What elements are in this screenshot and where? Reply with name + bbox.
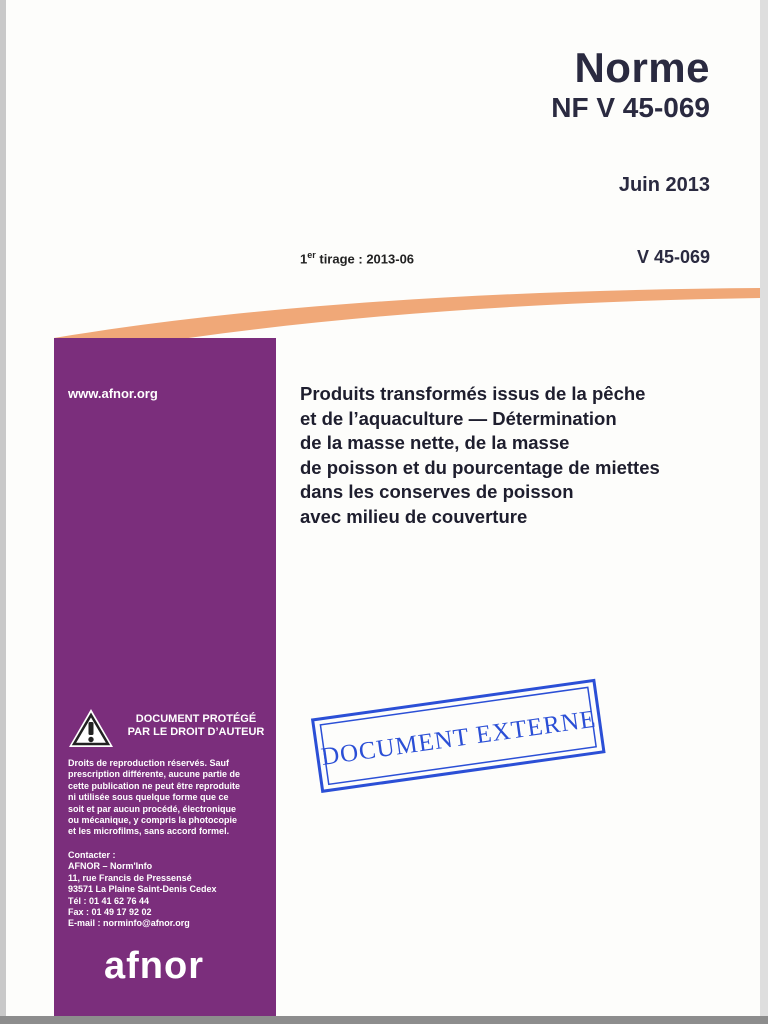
title-line: de poisson et du pourcentage de miettes [300,456,660,478]
document-title [300,382,730,529]
print-run-text: tirage : 2013-06 [315,251,415,267]
contact-line: 93571 La Plaine Saint-Denis Cedex [68,884,217,895]
sidebar-panel [54,338,276,1016]
rights-line: et les microfilms, sans accord formel. [68,826,230,837]
document-externe-stamp [302,664,612,804]
contact-line: Contacter : [68,850,116,860]
protection-line: DOCUMENT PROTÉGÉ [135,713,257,725]
document-page [6,0,760,1016]
print-run [300,250,414,266]
warning-bar [89,722,94,735]
title-line: Produits transformés issus de la pêche [300,383,646,404]
afnor-url: www.afnor.org [68,386,158,401]
contact-line: 11, rue Francis de Pressensé [68,872,192,883]
afnor-logo-text: afnor [104,945,204,987]
contact-line: Tél : 01 41 62 76 44 [68,895,150,906]
afnor-logo [102,944,222,988]
rights-line: cette publication ne peut être reproduite [68,780,241,791]
stamp-group [313,680,604,791]
rights-line: ou mécanique, y compris la photocopie [68,815,238,826]
norme-heading: Norme [574,44,710,91]
contact-line: E-mail : norminfo@afnor.org [68,918,190,929]
warning-icon [66,706,116,750]
title-line: dans les conserves de poisson [300,481,574,502]
rights-line: Droits de reproduction réservés. Sauf [68,758,230,768]
protection-line: PAR LE DROIT D’AUTEUR [127,726,265,738]
standard-number: NF V 45-069 [551,92,710,123]
contact-line: Fax : 01 49 17 92 02 [68,907,152,918]
classification-reference: V 45-069 [636,247,710,267]
publication-date: Juin 2013 [618,174,710,196]
rights-line: prescription différente, aucune partie de [68,769,241,780]
rights-line: ni utilisée sous quelque forme que ce [68,792,229,803]
title-line: avec milieu de couverture [300,505,528,527]
print-run-superscript: er [307,250,316,260]
rights-notice [68,758,264,838]
print-run-number: 1 [300,251,308,267]
scan-edge-bottom [0,1016,768,1024]
warning-dot [88,737,93,742]
rights-line: soit et par aucun procédé, électronique [68,803,237,814]
title-line: de la masse nette, de la masse [300,432,570,453]
title-line: et de l’aquaculture — Détermination [300,407,617,429]
contact-block [68,850,264,930]
contact-line: AFNOR – Norm'Info [68,861,153,872]
protection-notice [126,713,266,739]
stamp-text: DOCUMENT EXTERNE [319,705,598,771]
